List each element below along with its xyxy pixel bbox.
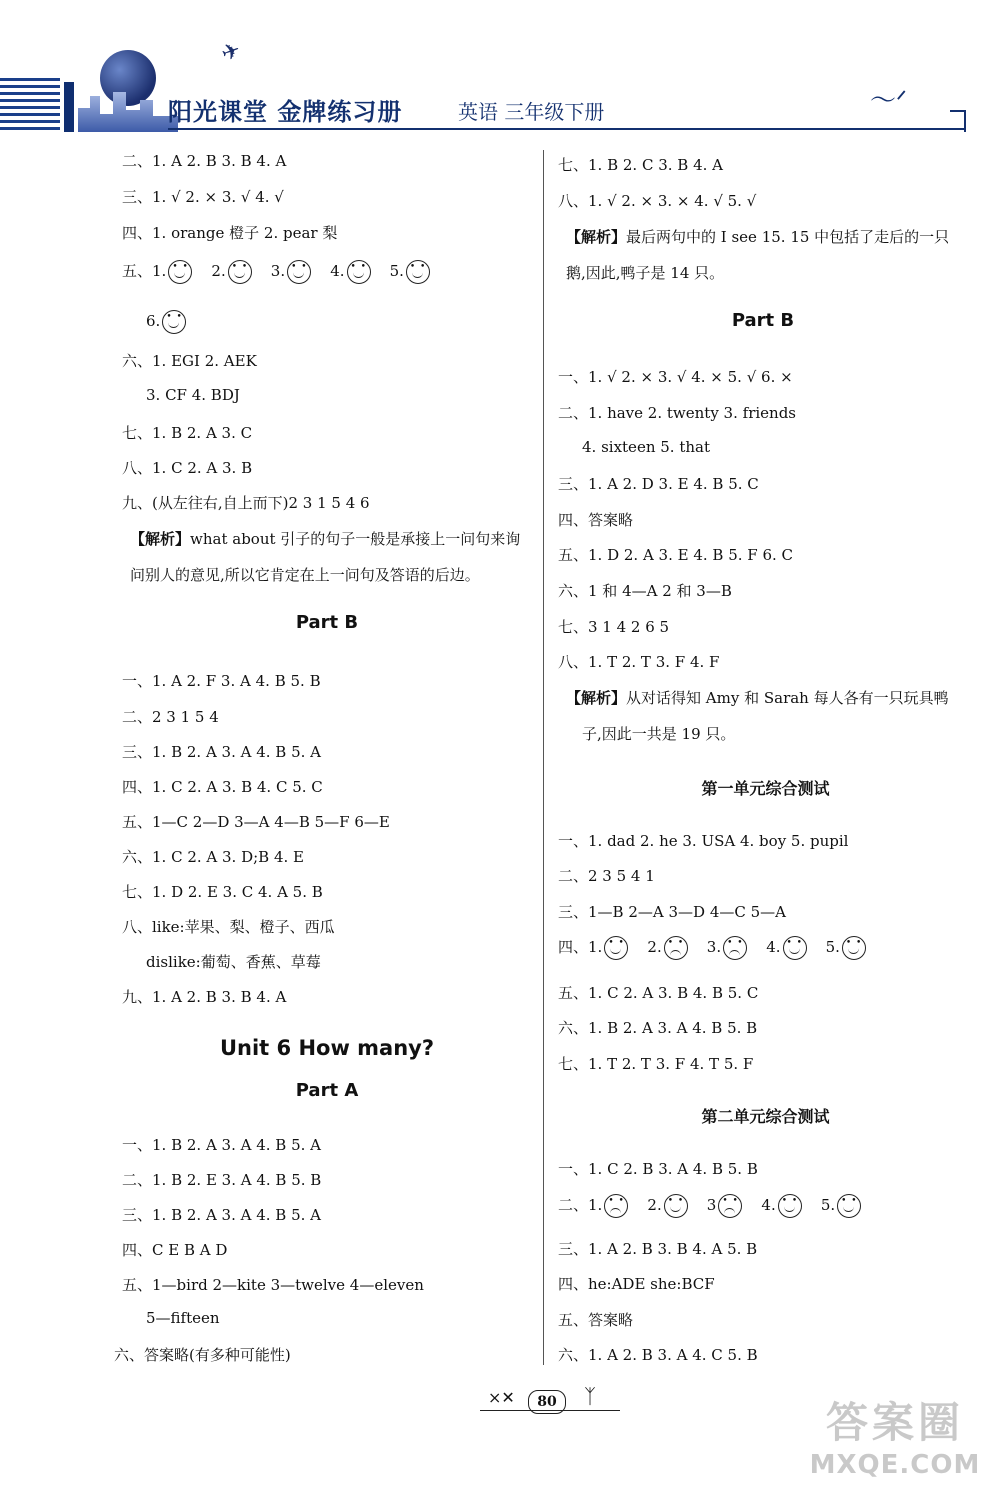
analysis-note xyxy=(566,687,949,708)
item-number: 6. xyxy=(146,312,161,330)
answer-line: 一、1. √ 2. × 3. √ 4. × 5. √ 6. × xyxy=(558,368,793,386)
answer-line: 三、1. A 2. B 3. B 4. A 5. B xyxy=(558,1240,758,1258)
answer-line: 三、1. √ 2. × 3. √ 4. √ xyxy=(122,188,284,206)
answer-line: 二、2 3 5 4 1 xyxy=(558,867,655,885)
book-subtitle: 英语 三年级下册 xyxy=(458,100,605,124)
smiley-face-icon xyxy=(664,1194,688,1218)
smiley-face-icon xyxy=(842,936,866,960)
smiley-face-icon xyxy=(162,310,186,334)
smiley-face-icon xyxy=(287,260,311,284)
unit-title: Unit 6 How many? xyxy=(219,1036,435,1060)
answer-line: 六、1. EGI 2. AEK xyxy=(122,352,257,370)
answer-line: 六、1. B 2. A 3. A 4. B 5. B xyxy=(558,1019,758,1037)
answer-line: 七、1. T 2. T 3. F 4. T 5. F xyxy=(558,1055,754,1073)
answer-line: 五、1. C 2. A 3. B 4. B 5. C xyxy=(558,984,759,1002)
answer-line: 一、1. B 2. A 3. A 4. B 5. A xyxy=(122,1136,322,1154)
answer-line: 六、答案略(有多种可能性) xyxy=(114,1346,291,1364)
answer-line: 4. sixteen 5. that xyxy=(582,438,710,456)
page-header xyxy=(0,0,1000,126)
answer-line: 3. CF 4. BDJ xyxy=(146,386,240,404)
answer-line: 八、1. T 2. T 3. F 4. F xyxy=(558,653,720,671)
answer-line: 四、1. orange 橙子 2. pear 梨 xyxy=(122,224,338,242)
item-number: 5. xyxy=(820,1196,836,1214)
section-heading: Part B xyxy=(295,612,359,633)
analysis-label: 【解析】 xyxy=(566,689,627,707)
answer-line: 四、1. C 2. A 3. B 4. C 5. C xyxy=(122,778,323,796)
item-number: 2. xyxy=(211,262,226,280)
decoration-icon: ×✕ xyxy=(488,1388,515,1407)
answer-line: 九、1. A 2. B 3. B 4. A xyxy=(122,988,287,1006)
analysis-text: 最后两句中的 I see 15. 15 中包括了走后的一只 xyxy=(626,228,950,246)
answer-line: 七、1. D 2. E 3. C 4. A 5. B xyxy=(122,883,323,901)
smiley-face-icon xyxy=(778,1194,802,1218)
answer-line: 5—fifteen xyxy=(146,1309,220,1327)
page-number: 80 xyxy=(528,1390,566,1414)
analysis-label: 【解析】 xyxy=(566,228,627,246)
answer-line: 七、1. B 2. C 3. B 4. A xyxy=(558,156,723,174)
globe-icon xyxy=(100,50,156,106)
answer-line: 六、1. A 2. B 3. A 4. C 5. B xyxy=(558,1346,758,1364)
header-bracket xyxy=(950,110,966,132)
page-footer xyxy=(480,1384,620,1418)
answer-line: 一、1. A 2. F 3. A 4. B 5. B xyxy=(122,672,321,690)
line-prefix: 二、 xyxy=(558,1196,589,1214)
analysis-text: 子,因此一共是 19 只。 xyxy=(582,725,736,743)
sad-face-icon xyxy=(664,936,688,960)
watermark xyxy=(800,1390,990,1480)
section-heading: Part A xyxy=(295,1080,359,1101)
item-number: 1. xyxy=(588,938,603,956)
answer-line: 五、1—bird 2—kite 3—twelve 4—eleven xyxy=(122,1276,424,1294)
analysis-note xyxy=(566,226,949,247)
item-number: 2. xyxy=(647,938,662,956)
analysis-label: 【解析】 xyxy=(130,530,191,548)
answer-line: 六、1. C 2. A 3. D;B 4. E xyxy=(122,848,304,866)
answer-line: 四、he:ADE she:BCF xyxy=(558,1275,715,1293)
book-title: 阳光课堂 金牌练习册 xyxy=(168,98,403,126)
item-number: 5. xyxy=(389,262,404,280)
answer-line: 三、1—B 2—A 3—D 4—C 5—A xyxy=(558,903,786,921)
answer-line: dislike:葡萄、香蕉、草莓 xyxy=(146,953,321,971)
smiley-face-icon xyxy=(168,260,192,284)
answer-line: 四、C E B A D xyxy=(122,1241,228,1259)
analysis-text: 鹅,因此,鸭子是 14 只。 xyxy=(566,264,725,282)
answer-line: 七、3 1 4 2 6 5 xyxy=(558,618,670,636)
answer-line: 二、2 3 1 5 4 xyxy=(122,708,219,726)
item-number: 3 xyxy=(706,1196,717,1214)
item-number: 2. xyxy=(647,1196,662,1214)
sad-face-icon xyxy=(723,936,747,960)
answer-line: 三、1. B 2. A 3. A 4. B 5. A xyxy=(122,743,322,761)
analysis-text: 从对话得知 Amy 和 Sarah 每人各有一只玩具鸭 xyxy=(626,689,949,707)
answer-line: 七、1. B 2. A 3. C xyxy=(122,424,253,442)
smiley-face-icon xyxy=(228,260,252,284)
answer-line: 二、1. B 2. E 3. A 4. B 5. B xyxy=(122,1171,322,1189)
column-divider xyxy=(543,150,544,1365)
watermark-url: MXQE.COM xyxy=(809,1450,981,1480)
header-stripes xyxy=(0,78,60,130)
item-number: 4. xyxy=(766,938,781,956)
answer-line: 九、(从左往右,自上而下)2 3 1 5 4 6 xyxy=(122,494,370,512)
figure-icon: ᛉ xyxy=(584,1384,596,1408)
faces-line xyxy=(558,936,866,960)
smiley-face-icon xyxy=(406,260,430,284)
answer-line: 二、1. have 2. twenty 3. friends xyxy=(558,404,796,422)
answer-line: 八、like:苹果、梨、橙子、西瓜 xyxy=(122,918,335,936)
answer-line: 三、1. A 2. D 3. E 4. B 5. C xyxy=(558,475,759,493)
section-heading: 第二单元综合测试 xyxy=(701,1107,830,1126)
item-number: 4. xyxy=(761,1196,776,1214)
line-prefix: 四、 xyxy=(558,938,589,956)
section-heading: 第一单元综合测试 xyxy=(701,779,830,798)
answer-line: 一、1. C 2. B 3. A 4. B 5. B xyxy=(558,1160,758,1178)
line-prefix: 五、 xyxy=(122,262,153,280)
item-number: 5. xyxy=(825,938,840,956)
item-number: 1. xyxy=(152,262,167,280)
answer-line: 八、1. √ 2. × 3. × 4. √ 5. √ xyxy=(558,192,757,210)
watermark-title: 答案圈 xyxy=(825,1398,964,1447)
sad-face-icon xyxy=(604,1194,628,1218)
smiley-face-icon xyxy=(783,936,807,960)
item-number: 3. xyxy=(706,938,722,956)
answer-line: 五、1. D 2. A 3. E 4. B 5. F 6. C xyxy=(558,546,794,564)
answer-line: 三、1. B 2. A 3. A 4. B 5. A xyxy=(122,1206,322,1224)
smiley-face-icon xyxy=(347,260,371,284)
faces-line xyxy=(122,260,430,284)
answer-line: 四、答案略 xyxy=(558,511,634,529)
item-number: 4. xyxy=(330,262,345,280)
answer-line: 一、1. dad 2. he 3. USA 4. boy 5. pupil xyxy=(558,832,849,850)
item-number: 1. xyxy=(588,1196,603,1214)
faces-line xyxy=(558,1194,861,1218)
paper-plane-icon: ✈ xyxy=(218,37,245,68)
birds-icon: 〜ᐟ xyxy=(870,86,908,116)
analysis-note xyxy=(130,528,520,549)
header-rule xyxy=(168,128,964,130)
answer-line: 八、1. C 2. A 3. B xyxy=(122,459,253,477)
item-number: 3. xyxy=(270,262,286,280)
smiley-face-icon xyxy=(604,936,628,960)
header-bar xyxy=(64,82,74,132)
faces-line xyxy=(146,310,186,334)
answer-line: 六、1 和 4—A 2 和 3—B xyxy=(558,582,732,600)
analysis-text: what about 引子的句子一般是承接上一问句来询 xyxy=(190,530,521,548)
section-heading: Part B xyxy=(731,310,795,331)
smiley-face-icon xyxy=(837,1194,861,1218)
answer-line: 二、1. A 2. B 3. B 4. A xyxy=(122,152,287,170)
answer-line: 五、答案略 xyxy=(558,1311,634,1329)
answer-line: 五、1—C 2—D 3—A 4—B 5—F 6—E xyxy=(122,813,390,831)
sad-face-icon xyxy=(718,1194,742,1218)
analysis-text: 问别人的意见,所以它肯定在上一问句及答语的后边。 xyxy=(130,566,480,584)
